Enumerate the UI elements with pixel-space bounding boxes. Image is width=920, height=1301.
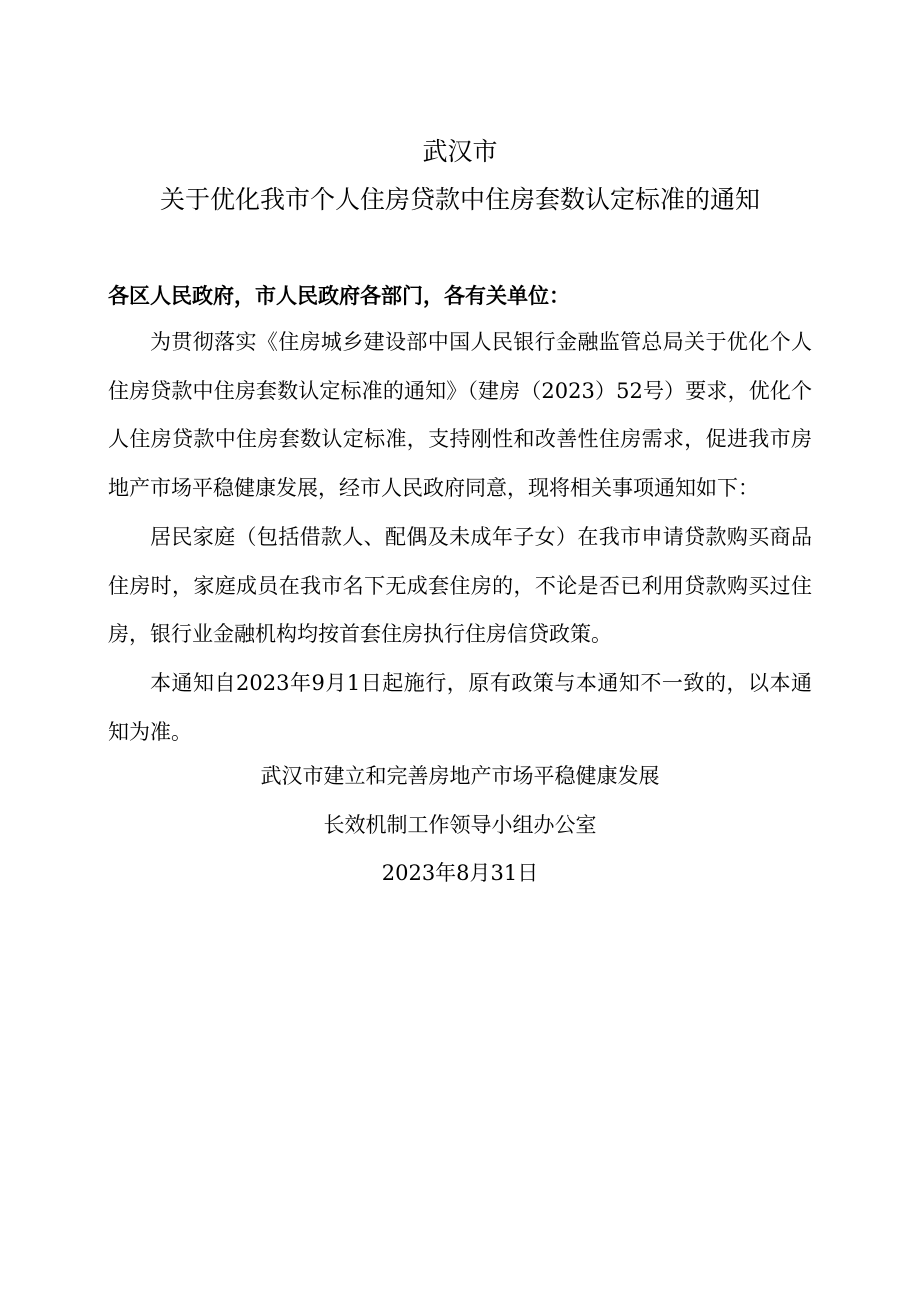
signature-line-2: 长效机制工作领导小组办公室 <box>323 813 597 837</box>
body-paragraph: 居民家庭（包括借款人、配偶及未成年子女）在我市申请贷款购买商品住房时，家庭成员在我市名下无成套住房的，不论是否已利用贷款购买过住房，银行业金融机构均按首套住房执行住房信贷政策。 <box>108 525 812 646</box>
signature-date: 2023年8月31日 <box>381 861 539 885</box>
document-title: 关于优化我市个人住房贷款中住房套数认定标准的通知 <box>159 185 760 214</box>
salutation: 各区人民政府，市人民政府各部门，各有关单位： <box>108 283 570 308</box>
body-paragraph: 本通知自2023年9月1日起施行，原有政策与本通知不一致的，以本通知为准。 <box>108 671 812 744</box>
document-title-issuer: 武汉市 <box>422 137 498 166</box>
body-paragraph: 为贯彻落实《住房城乡建设部中国人民银行金融监管总局关于优化个人住房贷款中住房套数认定标准的通知》（建房（2023）52号）要求，优化个人住房贷款中住房套数认定标准，支持刚性和改善性住房需求，促进我市房地产市场平稳健康发展，经市人民政府同意，现将相关事项通知如下： <box>108 330 812 500</box>
signature-line-1: 武汉市建立和完善房地产市场平稳健康发展 <box>260 764 660 788</box>
